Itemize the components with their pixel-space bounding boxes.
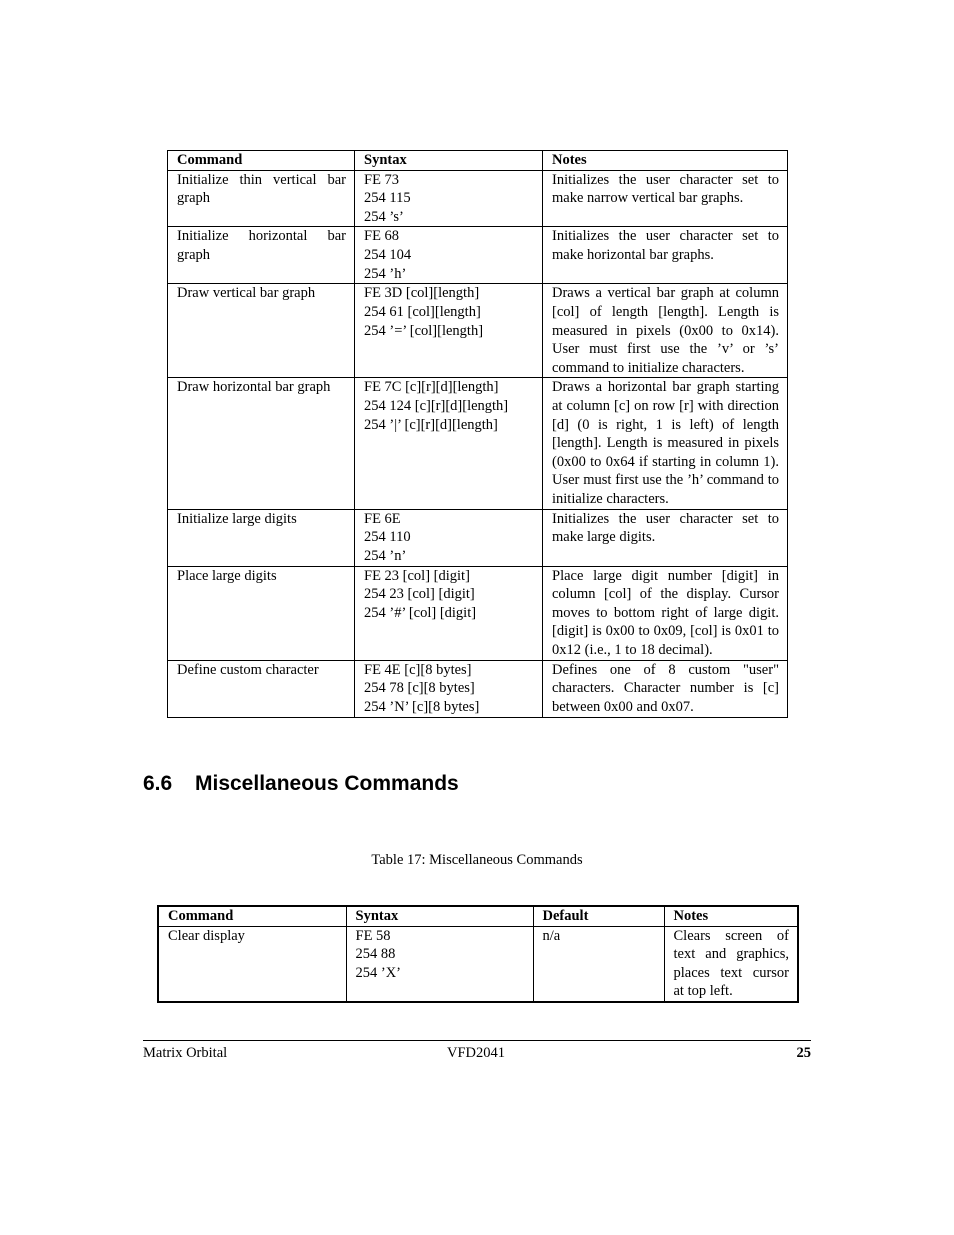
syntax-line: 254 110 (364, 529, 411, 546)
notes-cell: Initializes the user character set to make narrow vertical bar graphs. (543, 170, 788, 227)
default-cell: n/a (533, 926, 664, 1002)
command-cell: Place large digits (168, 566, 355, 660)
syntax-line: FE 7C [c][r][d][length] (364, 379, 499, 396)
section-heading (143, 772, 459, 796)
syntax-line: 254 ’s’ (364, 208, 404, 225)
table-row (158, 926, 798, 1002)
syntax-line: FE 58 (355, 927, 391, 944)
bar-graph-commands-table (167, 150, 788, 718)
notes-cell: Clears screen of text and graphics, places text cursor at top left. (664, 926, 798, 1002)
command-cell: Initialize thin vertical bar graph (168, 170, 355, 227)
syntax-line: 254 78 [c][8 bytes] (364, 680, 475, 697)
section-number: 6.6 (143, 772, 173, 795)
syntax-line: 254 124 [c][r][d][length] (364, 397, 509, 414)
table-row (168, 378, 788, 509)
footer-company: Matrix Orbital (143, 1045, 228, 1061)
syntax-line: 254 88 (355, 946, 396, 963)
syntax-line: FE 23 [col] [digit] (364, 567, 470, 584)
syntax-line: 254 61 [col][length] (364, 303, 481, 320)
syntax-line: 254 ’|’ [c][r][d][length] (364, 416, 498, 433)
syntax-line: 254 115 (364, 190, 411, 207)
command-cell: Draw vertical bar graph (168, 284, 355, 378)
notes-cell: Place large digit number [digit] in column [col] of the display. Cursor moves to bottom right of large digit. [digit] is 0x00 to 0x09, [col] is 0x01 to 0x12 (i.e., 1 to 18 decimal). (543, 566, 788, 660)
footer-rule (143, 1040, 811, 1041)
syntax-line: FE 4E [c][8 bytes] (364, 661, 472, 678)
header-command: Command (158, 906, 346, 926)
table-caption: Table 17: Miscellaneous Commands (371, 852, 583, 868)
notes-cell: Initializes the user character set to make large digits. (543, 509, 788, 566)
notes-cell: Draws a horizontal bar graph starting at column [c] on row [r] with direction [d] (0 is right, 1 is left) of length [length]. Length is measured in pixels (0x00 to 0x64 if starting in column 1). User must first use the ’h’ command to initialize characters. (543, 378, 788, 509)
table-row (168, 284, 788, 378)
syntax-cell (355, 660, 543, 717)
syntax-cell (355, 509, 543, 566)
footer-model: VFD2041 (447, 1045, 506, 1061)
syntax-line: 254 23 [col] [digit] (364, 586, 475, 603)
syntax-line: 254 104 (364, 246, 412, 263)
command-cell: Define custom character (168, 660, 355, 717)
header-syntax: Syntax (346, 906, 533, 926)
section-title: Miscellaneous Commands (195, 772, 459, 795)
syntax-line: FE 3D [col][length] (364, 285, 480, 302)
page-number: 25 (796, 1045, 811, 1061)
syntax-line: 254 ’h’ (364, 265, 407, 282)
syntax-line: FE 73 (364, 171, 400, 188)
command-cell: Initialize horizontal bar graph (168, 227, 355, 284)
syntax-cell (346, 926, 533, 1002)
syntax-line: FE 68 (364, 228, 400, 245)
notes-cell: Defines one of 8 custom "user" characters. Character number is [c] between 0x00 and 0x07. (543, 660, 788, 717)
command-cell: Draw horizontal bar graph (168, 378, 355, 509)
table-row (168, 227, 788, 284)
syntax-cell (355, 284, 543, 378)
syntax-cell (355, 378, 543, 509)
command-cell: Clear display (158, 926, 346, 1002)
header-notes: Notes (543, 151, 788, 171)
table-row (168, 660, 788, 717)
syntax-cell (355, 227, 543, 284)
table-row (168, 509, 788, 566)
syntax-line: 254 ’#’ [col] [digit] (364, 604, 477, 621)
notes-cell: Initializes the user character set to make horizontal bar graphs. (543, 227, 788, 284)
syntax-line: FE 6E (364, 510, 401, 527)
header-syntax: Syntax (355, 151, 543, 171)
syntax-line: 254 ’=’ [col][length] (364, 322, 484, 339)
table-row (168, 170, 788, 227)
header-notes: Notes (664, 906, 798, 926)
command-cell: Initialize large digits (168, 509, 355, 566)
table-header-row (158, 906, 798, 926)
syntax-cell (355, 566, 543, 660)
syntax-line: 254 ’n’ (364, 547, 407, 564)
table-header-row (168, 151, 788, 171)
miscellaneous-commands-table (157, 905, 799, 1003)
syntax-line: 254 ’N’ [c][8 bytes] (364, 698, 480, 715)
header-default: Default (533, 906, 664, 926)
notes-cell: Draws a vertical bar graph at column [col] of length [length]. Length is measured in pixels (0x00 to 0x14). User must first use the ’v’ or ’s’ command to initialize characters. (543, 284, 788, 378)
syntax-cell (355, 170, 543, 227)
table-row (168, 566, 788, 660)
header-command: Command (168, 151, 355, 171)
syntax-line: 254 ’X’ (355, 964, 402, 981)
